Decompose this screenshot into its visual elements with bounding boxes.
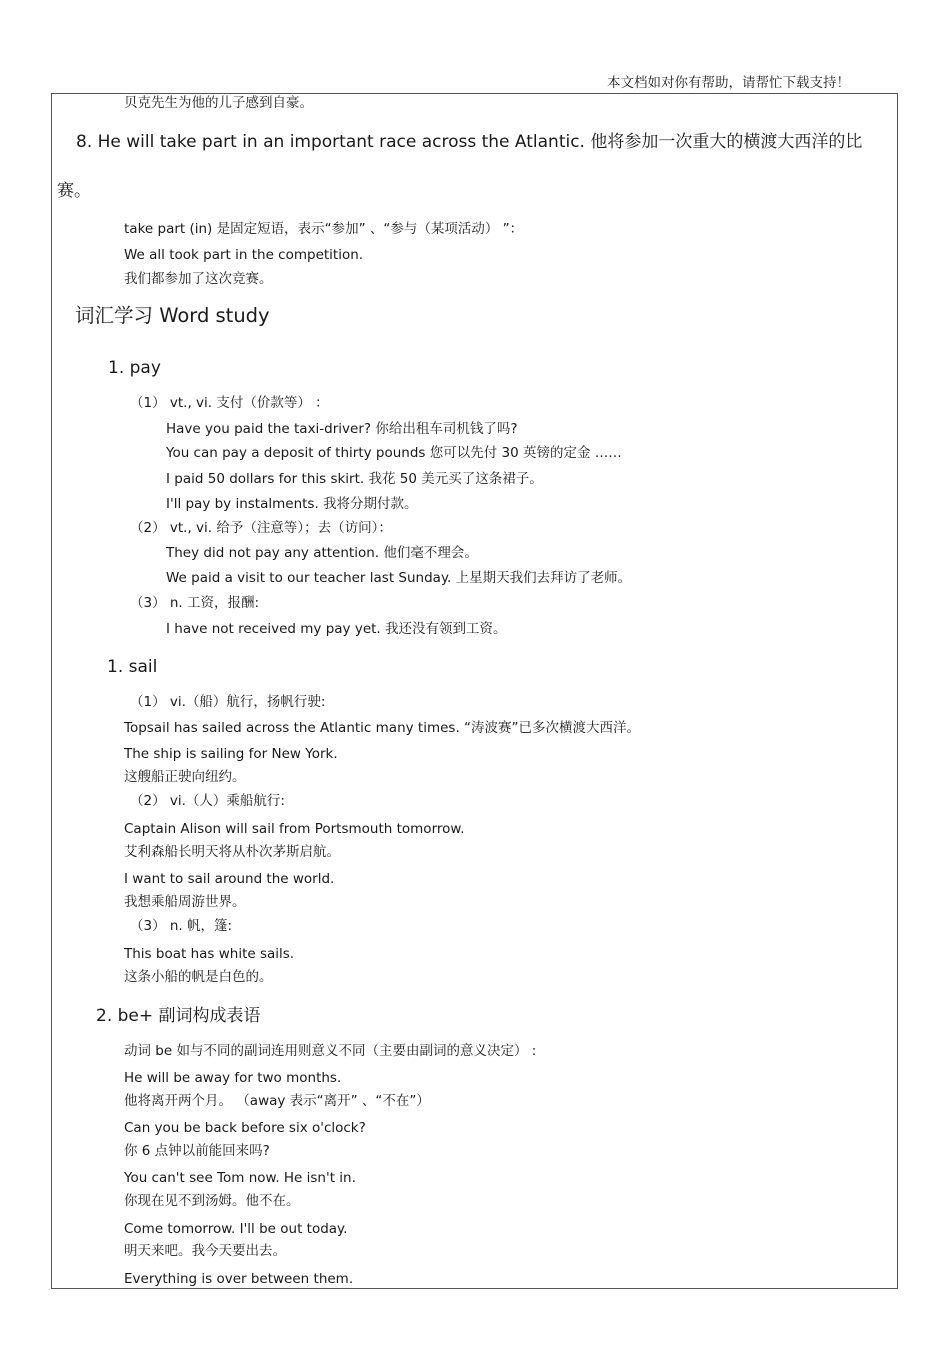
text-line: （1） vi.（船）航行，扬帆行驶: (130, 694, 326, 710)
text-line: Come tomorrow. I'll be out today. (124, 1221, 348, 1237)
text-line: 我想乘船周游世界。 (124, 894, 246, 910)
text-line: 这条小船的帆是白色的。 (124, 969, 273, 985)
text-line: I have not received my pay yet. 我还没有领到工资。 (166, 621, 507, 637)
text-line: 艾利森船长明天将从朴次茅斯启航。 (124, 844, 340, 860)
text-line: You can't see Tom now. He isn't in. (124, 1170, 356, 1186)
text-line: You can pay a deposit of thirty pounds 您可以先付 30 英镑的定金 …… (166, 445, 622, 461)
text-line: They did not pay any attention. 他们毫不理会。 (166, 545, 478, 561)
text-line: 8. He will take part in an important race across the Atlantic. 他将参加一次重大的横渡大西洋的比 (76, 132, 863, 152)
text-line: We all took part in the competition. (124, 247, 364, 263)
text-line: （2） vi.（人）乘船航行: (130, 793, 285, 809)
text-line: The ship is sailing for New York. (124, 746, 338, 762)
text-line: 我们都参加了这次竞赛。 (124, 271, 273, 287)
text-line: I want to sail around the world. (124, 871, 335, 887)
text-line: 这艘船正驶向纽约。 (124, 769, 246, 785)
section-heading: 词汇学习 Word study (75, 304, 270, 327)
header-note: 本文档如对你有帮助，请帮忙下载支持！ (607, 75, 850, 91)
text-line: I'll pay by instalments. 我将分期付款。 (166, 496, 418, 512)
text-line: We paid a visit to our teacher last Sunday. 上星期天我们去拜访了老师。 (166, 570, 632, 586)
text-line: He will be away for two months. (124, 1070, 342, 1086)
subsection-heading: 2. be+ 副词构成表语 (96, 1006, 261, 1026)
text-line: （3） n. 工资，报酬: (130, 595, 260, 611)
text-line: Everything is over between them. (124, 1271, 354, 1287)
text-line: 你 6 点钟以前能回来吗? (124, 1143, 270, 1159)
text-line: （2） vt., vi. 给予（注意等）；去（访问）： (130, 520, 392, 536)
text-line: 贝克先生为他的儿子感到自豪。 (124, 95, 313, 111)
text-line: This boat has white sails. (124, 946, 295, 962)
text-line: 明天来吧。我今天要出去。 (124, 1243, 286, 1259)
text-line: Captain Alison will sail from Portsmouth tomorrow. (124, 821, 465, 837)
text-line: （3） n. 帆，篷: (130, 918, 233, 934)
subsection-heading: 1. pay (108, 358, 161, 378)
text-line: 动词 be 如与不同的副词连用则意义不同（主要由副词的意义决定） : (124, 1043, 537, 1059)
text-line: Have you paid the taxi-driver? 你给出租车司机钱了吗? (166, 421, 518, 437)
text-line: Can you be back before six o'clock? (124, 1120, 366, 1136)
text-line: 你现在见不到汤姆。他不在。 (124, 1193, 300, 1209)
text-line: I paid 50 dollars for this skirt. 我花 50 美元买了这条裙子。 (166, 471, 543, 487)
text-line: 他将离开两个月。 （away 表示“离开” 、“不在”） (124, 1093, 430, 1109)
text-line: take part (in) 是固定短语，表示“参加” 、“参与（某项活动） ”： (124, 221, 524, 237)
subsection-heading: 1. sail (107, 657, 158, 677)
text-line: Topsail has sailed across the Atlantic many times. “涛波赛”已多次横渡大西洋。 (124, 720, 641, 736)
text-line: 赛。 (57, 181, 91, 201)
text-line: （1） vt., vi. 支付（价款等） ： (130, 395, 329, 411)
